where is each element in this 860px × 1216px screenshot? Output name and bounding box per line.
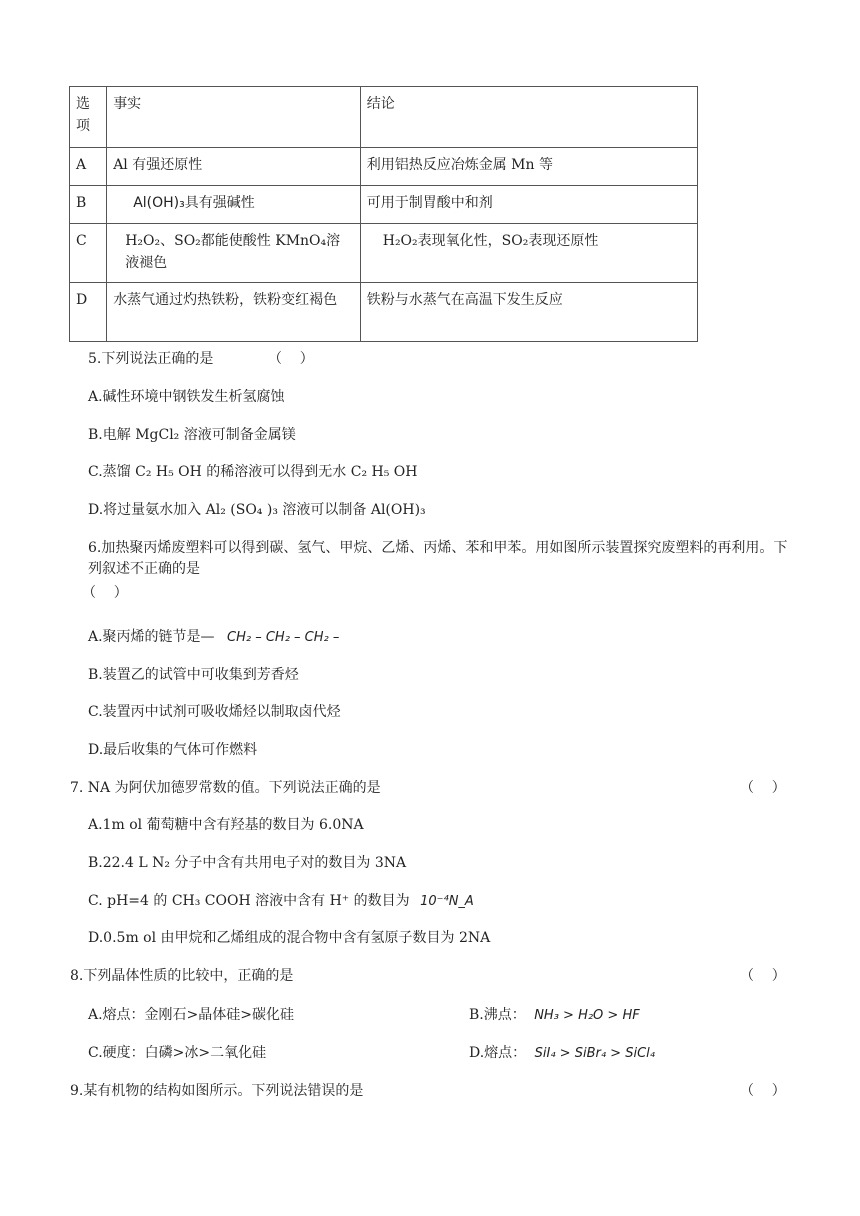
q8-option-b [469,1005,640,1026]
q7-option-c [88,891,474,912]
q6-option-d: D.最后收集的气体可作燃料 [88,742,258,758]
row-option: D [70,283,107,342]
q8-option-d-text: D.熔点： [469,1045,527,1061]
row-conclusion: 利用铝热反应冶炼金属 Mn 等 [360,148,697,186]
table-row [70,283,698,342]
row-fact: Al 有强还原性 [107,148,361,186]
q5-option-d: D.将过量氨水加入 Al₂ (SO₄ )₃ 溶液可以制备 Al(OH)₃ [88,502,426,518]
q7-option-b: B.22.4 L N₂ 分子中含有共用电子对的数目为 3NA [88,855,407,871]
q5-answer-paren: （ ） [268,351,314,367]
q8-option-a: A.熔点：金刚石>晶体硅>碳化硅 [88,1007,295,1023]
q6-option-c: C.装置丙中试剂可吸收烯烃以制取卤代烃 [88,704,341,720]
header-conclusion: 结论 [360,87,697,148]
table-row [70,148,698,186]
q6-stem: 6.加热聚丙烯废塑料可以得到碳、氢气、甲烷、乙烯、丙烯、苯和甲苯。用如图所示装置探究废塑料的再利用。下列叙述不正确的是 [88,540,788,577]
facts-table [69,86,698,342]
table-row [70,186,698,224]
q7-answer-paren: （ ） [740,780,786,796]
q6-option-a-formula: CH₂ – CH₂ – CH₂ – [227,630,340,645]
header-fact: 事实 [107,87,361,148]
q7-option-c-formula: 10⁻⁴N_A [420,894,474,909]
row-fact: Al(OH)₃具有强碱性 [107,186,361,224]
row-conclusion: H₂O₂表现氧化性，SO₂表现还原性 [360,224,697,283]
q8-option-c: C.硬度：白磷>冰>二氧化硅 [88,1045,267,1061]
row-option: C [70,224,107,283]
q8-answer-paren: （ ） [740,968,786,984]
q6-option-a-text: A.聚丙烯的链节是— [88,629,215,645]
row-conclusion: 可用于制胃酸中和剂 [360,186,697,224]
q7-stem: 7. NA 为阿伏加德罗常数的值。下列说法正确的是 [70,780,381,796]
q6-option-b: B.装置乙的试管中可收集到芳香烃 [88,667,299,683]
q6-option-a [88,627,339,648]
q5-option-c: C.蒸馏 C₂ H₅ OH 的稀溶液可以得到无水 C₂ H₅ OH [88,464,418,480]
row-fact: H₂O₂、SO₂都能使酸性 KMnO₄溶液褪色 [107,224,361,283]
q7-option-d: D.0.5m ol 由甲烷和乙烯组成的混合物中含有氢原子数目为 2NA [88,930,491,946]
q7-option-a: A.1m ol 葡萄糖中含有羟基的数目为 6.0NA [88,817,364,833]
q8-stem: 8.下列晶体性质的比较中，正确的是 [70,968,294,984]
row-option: B [70,186,107,224]
q8-option-d-formula: SiI₄ > SiBr₄ > SiCl₄ [534,1046,655,1061]
q8-option-b-text: B.沸点： [469,1007,526,1023]
row-option: A [70,148,107,186]
row-conclusion: 铁粉与水蒸气在高温下发生反应 [360,283,697,342]
q5-option-a: A.碱性环境中钢铁发生析氢腐蚀 [88,389,285,405]
q8-option-b-formula: NH₃ > H₂O > HF [534,1008,640,1023]
table-row [70,224,698,283]
q5-option-b: B.电解 MgCl₂ 溶液可制备金属镁 [88,427,296,443]
table-header-row [70,87,698,148]
q6-answer-paren: （ ） [82,585,128,601]
q7-option-c-text: C. pH=4 的 CH₃ COOH 溶液中含有 H⁺ 的数目为 [88,893,410,909]
q5-stem: 5.下列说法正确的是 [88,351,214,367]
q8-option-d [469,1043,655,1064]
header-option: 选 项 [70,87,107,148]
q9-answer-paren: （ ） [740,1083,786,1099]
row-fact: 水蒸气通过灼热铁粉，铁粉变红褐色 [107,283,361,342]
q9-stem: 9.某有机物的结构如图所示。下列说法错误的是 [70,1083,364,1099]
